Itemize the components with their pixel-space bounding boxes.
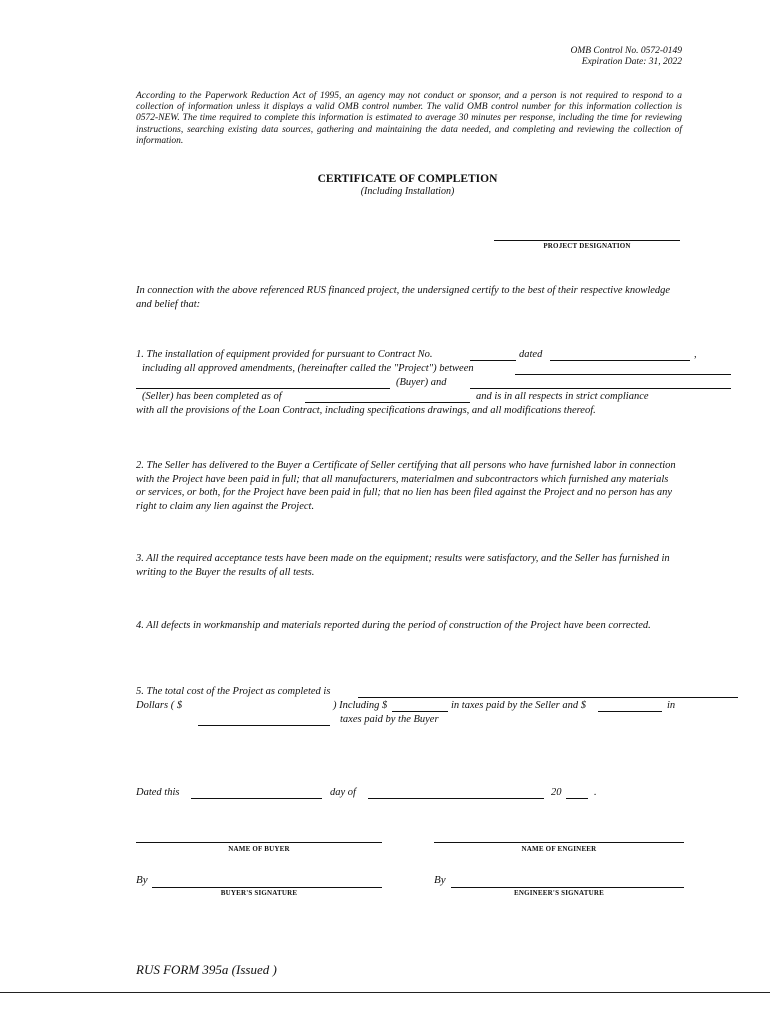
- seller-name-field[interactable]: [470, 377, 731, 389]
- seller-taxes-field[interactable]: [392, 700, 448, 712]
- omb-control-number: OMB Control No. 0572-0149: [570, 46, 682, 56]
- buyer-by-label: By: [136, 874, 148, 886]
- item3-paragraph: 3. All the required acceptance tests have been made on the equipment; results were satisfactory, and the Seller has furnished in writing to the Buyer the results of all tests.: [136, 553, 670, 578]
- completion-date-field[interactable]: [305, 391, 470, 403]
- project-designation-field[interactable]: [494, 240, 680, 241]
- day-field[interactable]: [191, 787, 322, 799]
- item5-including-label: ) Including $: [333, 700, 388, 711]
- page-bottom-divider: [0, 992, 770, 993]
- omb-header: [570, 46, 682, 68]
- item5-seller-taxes-text: in taxes paid by the Seller and $: [451, 700, 587, 711]
- name-of-engineer-caption: NAME OF ENGINEER: [521, 845, 597, 853]
- day-of-label: day of: [330, 787, 356, 798]
- project-designation-caption: PROJECT DESIGNATION: [543, 242, 631, 250]
- form-footer: RUS FORM 395a (Issued ): [136, 962, 277, 977]
- paperwork-burden-statement: According to the Paperwork Reduction Act of 1995, an agency may not conduct or sponsor, and a person is not required to respond to a collection of information unless it displays a valid OMB control number. The valid OMB control number for this information collection is 0572-NEW. The time required to complete this information is estimated to average 30 minutes per response, including the time for reviewing instructions, searching existing data sources, gathering and maintaining the data needed, and completing and reviewing the collection of information.: [136, 91, 682, 146]
- item2-paragraph: 2. The Seller has delivered to the Buyer a Certificate of Seller certifying that all persons who have furnished labor in connection with the Project have been paid in full; that all manufacturers, materialmen and subcontractors which furnished any materials or services, or both, for the Project have been paid in full; that no lien has been filed against the Project and no person has any right to claim any lien against the Project.: [136, 460, 676, 512]
- buyer-taxes-continued-field[interactable]: [198, 714, 330, 726]
- dated-this-label: Dated this: [136, 787, 180, 798]
- item5-in-label: in: [667, 700, 676, 711]
- item5-total-cost-text: 5. The total cost of the Project as completed is: [136, 686, 331, 697]
- dated-period: .: [594, 787, 597, 798]
- document-title: CERTIFICATE OF COMPLETION: [317, 173, 498, 185]
- name-of-buyer-caption: NAME OF BUYER: [228, 845, 290, 853]
- buyer-name-line[interactable]: [136, 842, 382, 843]
- item1-seller-completed-text: (Seller) has been completed as of: [142, 391, 282, 402]
- engineer-by-label: By: [434, 874, 446, 886]
- buyer-signature-line[interactable]: [152, 887, 382, 888]
- total-cost-words-field[interactable]: [358, 686, 738, 698]
- buyer-taxes-field[interactable]: [598, 700, 662, 712]
- item1-line1-text: 1. The installation of equipment provided for pursuant to Contract No.: [136, 349, 433, 360]
- item1-dated-label: dated: [519, 349, 543, 360]
- month-field[interactable]: [368, 787, 544, 799]
- year-field[interactable]: [566, 787, 588, 799]
- expiration-date: Expiration Date: 31, 2022: [581, 57, 682, 67]
- contract-number-field[interactable]: [470, 349, 516, 361]
- item4-paragraph: 4. All defects in workmanship and materials reported during the period of construction of the Project have been corrected.: [136, 620, 651, 631]
- buyer-name-field[interactable]: [136, 377, 390, 389]
- intro-paragraph: In connection with the above referenced RUS financed project, the undersigned certify to the best of their respective knowledge and belief that:: [136, 285, 671, 310]
- item1-line2-text: including all approved amendments, (hereinafter called the "Project") between: [142, 363, 474, 374]
- engineer-signature-caption: ENGINEER'S SIGNATURE: [513, 889, 605, 897]
- buyer-and-label: (Buyer) and: [396, 377, 447, 388]
- item5-dollars-label: Dollars ( $: [136, 700, 183, 711]
- total-cost-amount-field[interactable]: [200, 700, 330, 711]
- item5-buyer-taxes-text: taxes paid by the Buyer: [340, 714, 439, 725]
- engineer-name-line[interactable]: [434, 842, 684, 843]
- year-prefix: 20: [551, 787, 562, 798]
- engineer-signature-line[interactable]: [451, 887, 684, 888]
- item1-compliance-text: and is in all respects in strict compliance: [476, 391, 649, 402]
- project-between-field[interactable]: [515, 363, 731, 375]
- contract-date-field[interactable]: [550, 349, 690, 361]
- item1-comma: ,: [694, 349, 697, 360]
- buyer-signature-caption: BUYER'S SIGNATURE: [220, 889, 298, 897]
- document-subtitle: (Including Installation): [360, 186, 455, 197]
- item1-line5-text: with all the provisions of the Loan Contract, including specifications drawings, and all modifications thereof.: [136, 405, 596, 416]
